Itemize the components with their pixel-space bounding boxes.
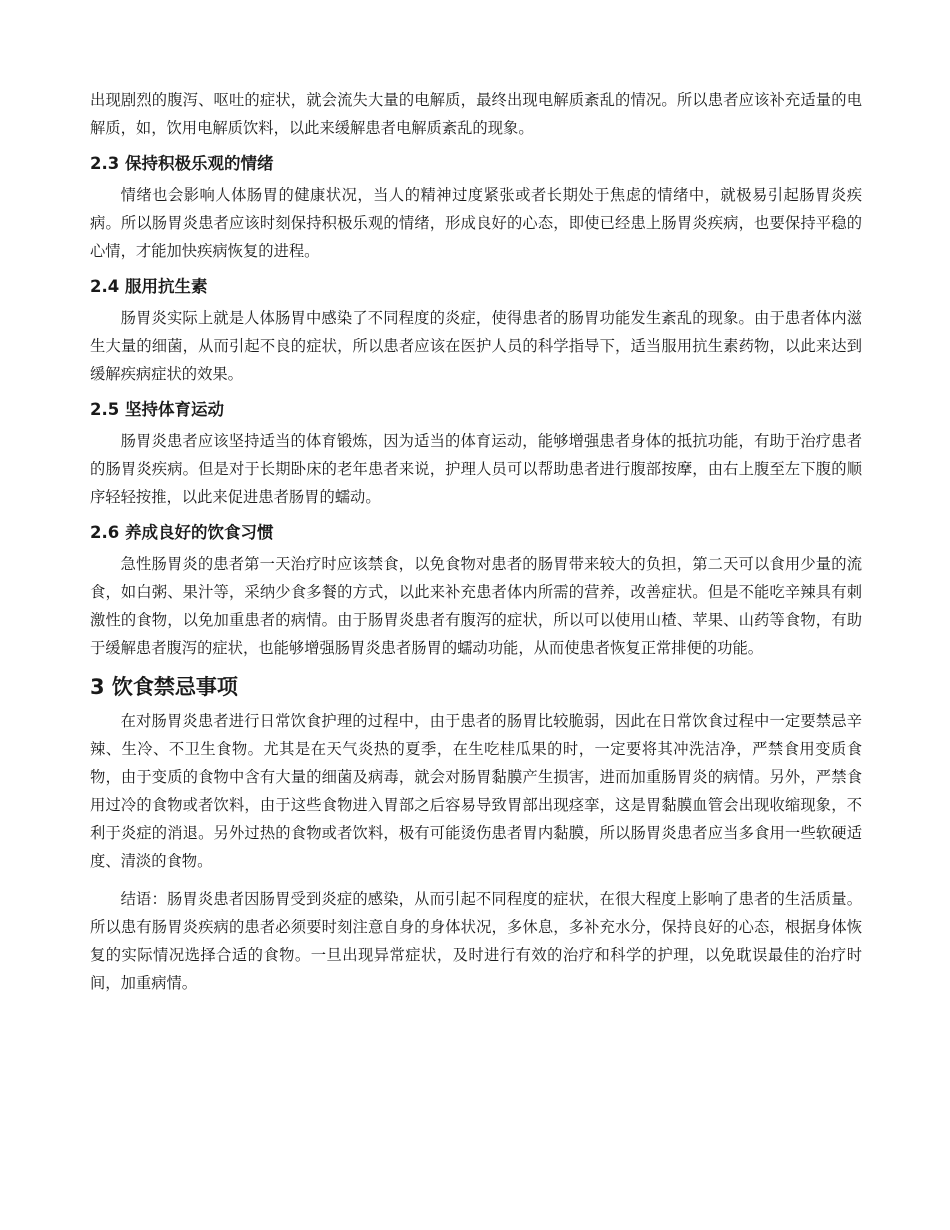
section-body-2-6: 急性肠胃炎的患者第一天治疗时应该禁食，以免食物对患者的肠胃带来较大的负担，第二天可以食用少量的流食，如白粥、果汁等，采纳少食多餐的方式，以此来补充患者体内所需的营养，改善症状。但是不能吃辛辣具有刺激性的食物，以免加重患者的病情。由于肠胃炎患者有腹泻的症状，所以可以使用山楂、苹果、山药等食物，有助于缓解患者腹泻的症状，也能够增强肠胃炎患者肠胃的蠕动功能，从而使患者恢复正常排便的功能。 — [90, 555, 862, 657]
intro-paragraph: 出现剧烈的腹泻、呕吐的症状，就会流失大量的电解质，最终出现电解质紊乱的情况。所以患者应该补充适量的电解质，如，饮用电解质饮料，以此来缓解患者电解质紊乱的现象。 — [90, 91, 862, 137]
section-heading-2-4: 2.4 服用抗生素 — [90, 277, 208, 296]
document-page — [90, 86, 862, 997]
conclusion-paragraph: 结语：肠胃炎患者因肠胃受到炎症的感染，从而引起不同程度的症状，在很大程度上影响了患者的生活质量。所以患有肠胃炎疾病的患者必须要时刻注意自身的身体状况，多休息，多补充水分，保持良好的心态，根据身体恢复的实际情况选择合适的食物。一旦出现异常症状，及时进行有效的治疗和科学的护理，以免耽误最佳的治疗时间，加重病情。 — [90, 890, 862, 992]
section-heading-2-3: 2.3 保持积极乐观的情绪 — [90, 154, 274, 173]
chapter-heading-3: 3 饮食禁忌事项 — [90, 675, 238, 699]
paragraph-gap — [90, 875, 862, 885]
section-body-2-4: 肠胃炎实际上就是人体肠胃中感染了不同程度的炎症，使得患者的肠胃功能发生紊乱的现象。由于患者体内滋生大量的细菌，从而引起不良的症状，所以患者应该在医护人员的科学指导下，适当服用抗生素药物，以此来达到缓解疾病症状的效果。 — [90, 309, 862, 383]
section-body-2-3: 情绪也会影响人体肠胃的健康状况，当人的精神过度紧张或者长期处于焦虑的情绪中，就极易引起肠胃炎疾病。所以肠胃炎患者应该时刻保持积极乐观的情绪，形成良好的心态，即使已经患上肠胃炎疾病，也要保持平稳的心情，才能加快疾病恢复的进程。 — [90, 186, 862, 260]
section-heading-2-6: 2.6 养成良好的饮食习惯 — [90, 523, 274, 542]
chapter-body-3: 在对肠胃炎患者进行日常饮食护理的过程中，由于患者的肠胃比较脆弱，因此在日常饮食过程中一定要禁忌辛辣、生冷、不卫生食物。尤其是在天气炎热的夏季，在生吃桂瓜果的时，一定要将其冲洗洁净，严禁食用变质食物，由于变质的食物中含有大量的细菌及病毒，就会对肠胃黏膜产生损害，进而加重肠胃炎的病情。另外，严禁食用过冷的食物或者饮料，由于这些食物进入胃部之后容易导致胃部出现痉挛，这是胃黏膜血管会出现收缩现象，不利于炎症的消退。另外过热的食物或者饮料，极有可能烫伤患者胃内黏膜，所以肠胃炎患者应当多食用一些软硬适度、清淡的食物。 — [90, 712, 862, 870]
section-heading-2-5: 2.5 坚持体育运动 — [90, 400, 224, 419]
section-body-2-5: 肠胃炎患者应该坚持适当的体育锻炼，因为适当的体育运动，能够增强患者身体的抵抗功能，有助于治疗患者的肠胃炎疾病。但是对于长期卧床的老年患者来说，护理人员可以帮助患者进行腹部按摩，由右上腹至左下腹的顺序轻轻按推，以此来促进患者肠胃的蠕动。 — [90, 432, 862, 506]
